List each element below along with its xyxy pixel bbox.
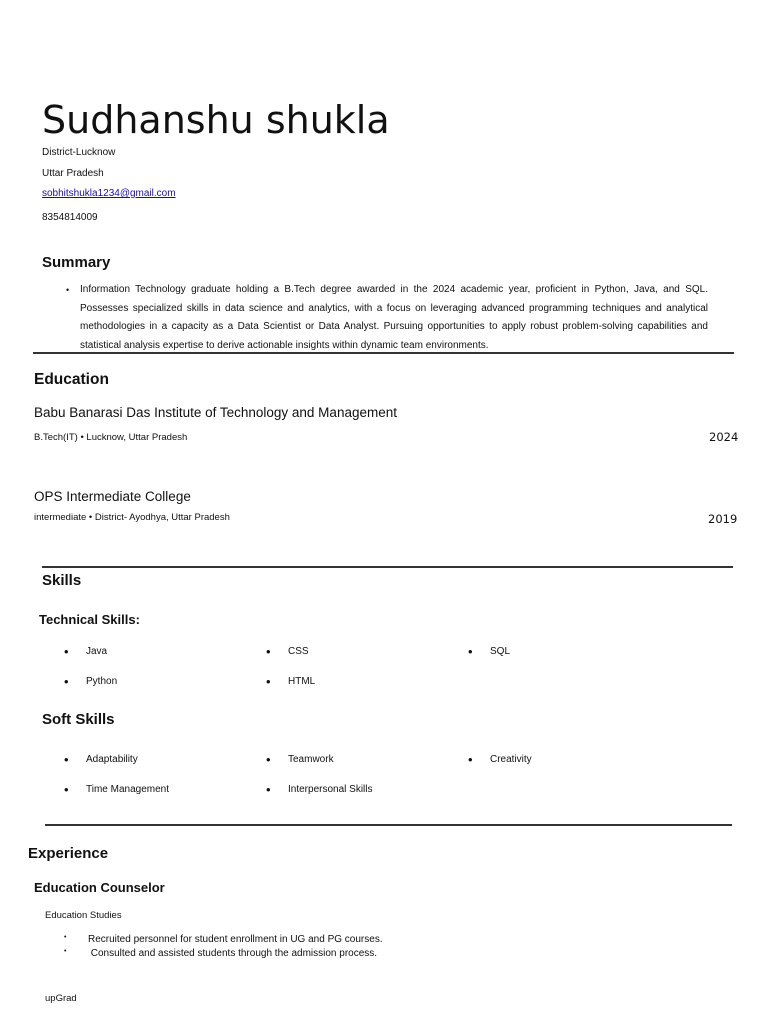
bullet-icon: • — [468, 752, 473, 767]
experience-company: Education Studies — [45, 910, 122, 921]
experience-heading: Experience — [28, 845, 109, 862]
experience-employer: upGrad — [45, 993, 77, 1004]
education-heading: Education — [34, 371, 109, 388]
skills-heading: Skills — [42, 572, 82, 589]
section-divider — [45, 824, 732, 826]
bullet-icon: • — [266, 752, 271, 767]
education-details: intermediate • District- Ayodhya, Uttar Pradesh — [34, 512, 230, 523]
email-link[interactable]: sobhitshukla1234@gmail.com — [42, 188, 176, 199]
contact-state: Uttar Pradesh — [42, 168, 104, 179]
contact-phone: 8354814009 — [42, 212, 98, 223]
bullet-icon: • — [468, 644, 473, 659]
bullet-icon: • — [64, 644, 69, 659]
education-details: B.Tech(IT) • Lucknow, Uttar Pradesh — [34, 432, 188, 443]
technical-skills-heading: Technical Skills: — [39, 612, 140, 627]
soft-skills-heading: Soft Skills — [42, 711, 115, 728]
summary-list — [66, 281, 708, 355]
bullet-icon: • — [266, 644, 271, 659]
summary-text: • Information Technology graduate holding a B.Tech degree awarded in the 2024 academic year, proficient in Python, Java, and SQL. Possesses specialized skills in data science and analytics, with a focus on leveraging advanced programming techniques and analytical methodologies in a capacity as a Data Scientist or Data Analyst. Pursuing opportunities to apply robust problem-solving capabilities and statistical analysis expertise to derive actionable insights within dynamic team environments. — [66, 281, 708, 355]
candidate-name: Sudhanshu shukla — [42, 98, 390, 142]
bullet-icon: • — [266, 674, 271, 689]
contact-district: District-Lucknow — [42, 147, 116, 158]
education-year: 2019 — [708, 512, 738, 526]
education-institution: OPS Intermediate College — [34, 489, 191, 504]
bullet-icon: • — [64, 782, 69, 797]
education-institution: Babu Banarasi Das Institute of Technology and Management — [34, 405, 397, 420]
bullet-icon: • — [64, 934, 67, 941]
bullet-icon: • — [64, 948, 67, 955]
summary-heading: Summary — [42, 254, 111, 271]
bullet-icon: • — [64, 674, 69, 689]
bullet-icon: • — [64, 752, 69, 767]
section-divider — [42, 566, 733, 568]
section-divider — [33, 352, 734, 354]
experience-role: Education Counselor — [34, 880, 165, 895]
education-year: 2024 — [709, 430, 739, 444]
bullet-icon: • — [266, 782, 271, 797]
